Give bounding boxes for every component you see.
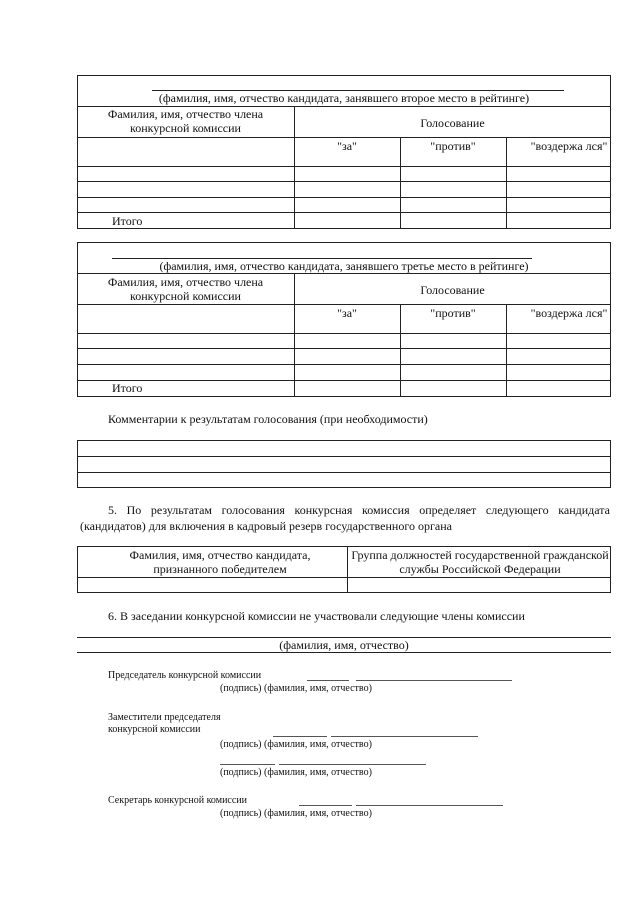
secretary-label: Секретарь конкурсной комиссии xyxy=(108,795,247,806)
sign-caption: (подпись) (фамилия, имя, отчество) xyxy=(220,808,372,819)
col-abstain: "воздержа лся" xyxy=(530,306,608,320)
candidate-caption: (фамилия, имя, отчество кандидата, занявшего второе место в рейтинге) xyxy=(158,91,530,105)
sign-caption: (подпись) (фамилия, имя, отчество) xyxy=(220,739,372,750)
chairman-label: Председатель конкурсной комиссии xyxy=(108,670,262,681)
section-6-text: 6. В заседании конкурсной комиссии не участвовали следующие члены комиссии xyxy=(108,609,525,623)
col-against: "против" xyxy=(430,139,476,153)
col-against: "против" xyxy=(430,306,476,320)
candidate-caption: (фамилия, имя, отчество кандидата, занявшего третье место в рейтинге) xyxy=(159,259,529,273)
total-label: Итого xyxy=(112,381,143,395)
comments-label: Комментарии к результатам голосования (при необходимости) xyxy=(108,412,428,426)
sign-caption: (подпись) (фамилия, имя, отчество) xyxy=(220,683,372,694)
deputies-label: Заместители председателя конкурсной комиссии xyxy=(108,712,221,735)
col-for: "за" xyxy=(337,139,357,153)
total-label: Итого xyxy=(112,214,143,228)
col-group: Группа должностей государственной гражданской службы Российской Федерации xyxy=(351,548,609,576)
col-for: "за" xyxy=(337,306,357,320)
col-abstain: "воздержа лся" xyxy=(530,139,608,153)
member-header: Фамилия, имя, отчество члена конкурсной комиссии xyxy=(107,275,264,303)
voting-header: Голосование xyxy=(420,116,485,130)
section-5-text: 5. По результатам голосования конкурсная комиссия определяет следующего кандидата (кандидатов) для включения в кадровый резерв государственного органа xyxy=(80,503,610,533)
member-header: Фамилия, имя, отчество члена конкурсной комиссии xyxy=(107,107,264,135)
col-candidate: Фамилия, имя, отчество кандидата, признанного победителем xyxy=(129,548,311,576)
voting-header: Голосование xyxy=(420,283,485,297)
absent-members-caption: (фамилия, имя, отчество) xyxy=(279,638,409,652)
sign-caption: (подпись) (фамилия, имя, отчество) xyxy=(220,767,372,778)
